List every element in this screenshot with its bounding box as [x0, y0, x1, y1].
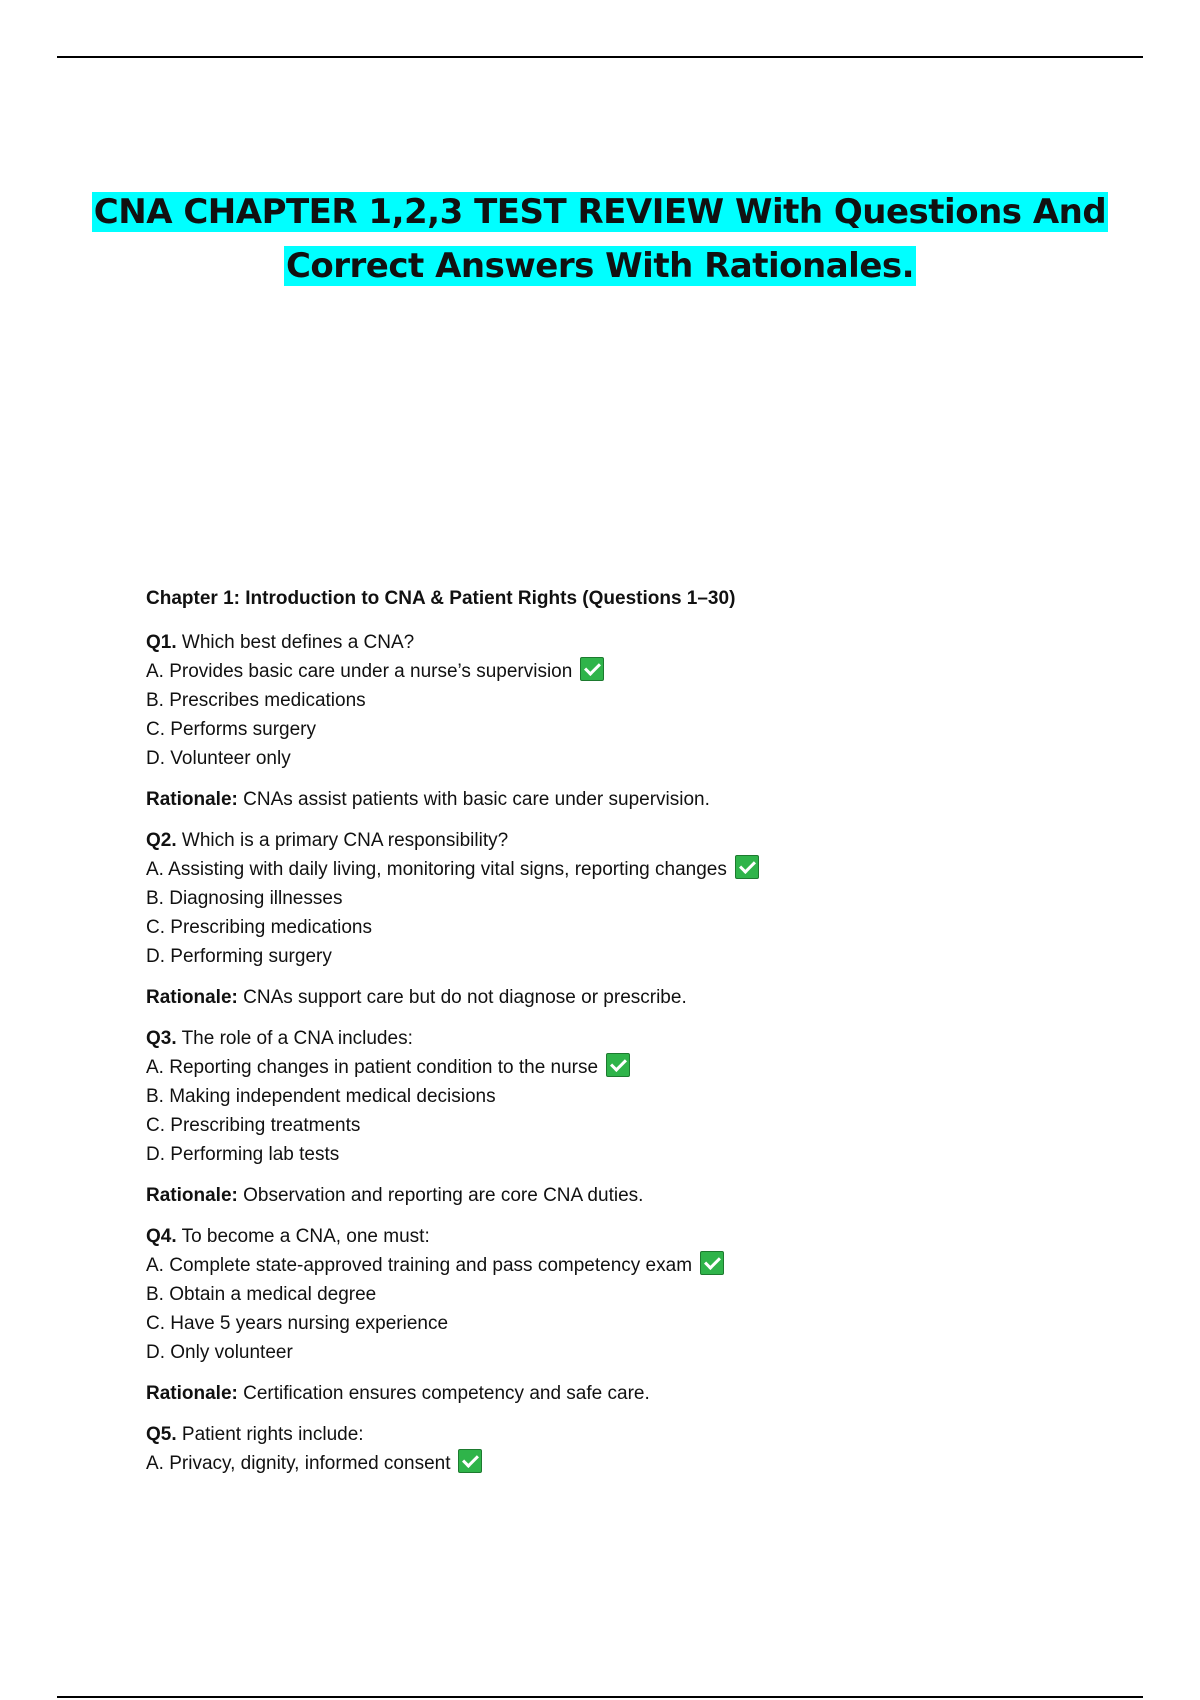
answer-option-text: B. Prescribes medications: [146, 690, 366, 711]
answer-option-text: C. Prescribing medications: [146, 917, 372, 938]
answer-option: [146, 1111, 1146, 1140]
question-block: [146, 1024, 1146, 1210]
document-body: [146, 584, 1146, 1490]
answer-option-text: A. Assisting with daily living, monitoring vital signs, reporting changes: [146, 859, 727, 880]
answer-option: [146, 1140, 1146, 1169]
rationale-text: CNAs assist patients with basic care under supervision.: [243, 789, 710, 810]
rationale-label: Rationale:: [146, 789, 238, 810]
title-line-2: Correct Answers With Rationales.: [285, 246, 915, 286]
answer-option: [146, 715, 1146, 744]
answer-option-text: D. Only volunteer: [146, 1342, 293, 1363]
answer-option-text: A. Provides basic care under a nurse’s supervision: [146, 661, 573, 682]
question-block: [146, 826, 1146, 1012]
title-line-1: CNA CHAPTER 1,2,3 TEST REVIEW With Questions And: [93, 192, 1107, 232]
answer-option-text: A. Privacy, dignity, informed consent: [146, 1453, 451, 1474]
answer-option: [146, 884, 1146, 913]
top-rule: [57, 56, 1143, 58]
answer-option-text: B. Diagnosing illnesses: [146, 888, 343, 909]
question-number: Q4.: [146, 1226, 177, 1247]
answer-option: [146, 686, 1146, 715]
question-text: [146, 628, 1146, 657]
answer-option-text: B. Obtain a medical degree: [146, 1284, 377, 1305]
check-mark-icon: [580, 657, 604, 681]
check-mark-icon: [700, 1251, 724, 1275]
question-number: Q5.: [146, 1424, 177, 1445]
answer-option-text: D. Volunteer only: [146, 748, 291, 769]
answer-option: [146, 1449, 1146, 1478]
answer-option-text: C. Prescribing treatments: [146, 1115, 361, 1136]
answer-option: [146, 1251, 1146, 1280]
question-number: Q3.: [146, 1028, 177, 1049]
rationale: [146, 1181, 1146, 1210]
answer-option: [146, 855, 1146, 884]
rationale: [146, 1379, 1146, 1408]
check-mark-icon: [458, 1449, 482, 1473]
answer-option-text: A. Reporting changes in patient condition to the nurse: [146, 1057, 599, 1078]
rationale-label: Rationale:: [146, 1383, 238, 1404]
chapter-heading: Chapter 1: Introduction to CNA & Patient Rights (Questions 1–30): [146, 588, 736, 609]
document-title: [0, 185, 1200, 293]
answer-option-text: C. Performs surgery: [146, 719, 316, 740]
question-text: [146, 1420, 1146, 1449]
question-number: Q1.: [146, 632, 177, 653]
question-prompt: Patient rights include:: [181, 1424, 364, 1445]
rationale: [146, 785, 1146, 814]
answer-option: [146, 744, 1146, 773]
answer-option: [146, 657, 1146, 686]
question-list: [146, 628, 1146, 1478]
answer-option-text: C. Have 5 years nursing experience: [146, 1313, 449, 1334]
rationale-text: Certification ensures competency and safe care.: [243, 1383, 650, 1404]
answer-option-text: D. Performing lab tests: [146, 1144, 340, 1165]
answer-option: [146, 1082, 1146, 1111]
question-block: [146, 1222, 1146, 1408]
answer-option: [146, 913, 1146, 942]
question-block: [146, 1420, 1146, 1478]
question-prompt: The role of a CNA includes:: [181, 1028, 413, 1049]
rationale: [146, 983, 1146, 1012]
check-mark-icon: [606, 1053, 630, 1077]
question-prompt: Which is a primary CNA responsibility?: [181, 830, 509, 851]
check-mark-icon: [735, 855, 759, 879]
question-number: Q2.: [146, 830, 177, 851]
question-text: [146, 826, 1146, 855]
answer-option: [146, 1338, 1146, 1367]
rationale-label: Rationale:: [146, 987, 238, 1008]
answer-option: [146, 942, 1146, 971]
answer-option-text: B. Making independent medical decisions: [146, 1086, 496, 1107]
question-text: [146, 1222, 1146, 1251]
question-prompt: Which best defines a CNA?: [181, 632, 415, 653]
answer-option: [146, 1280, 1146, 1309]
rationale-label: Rationale:: [146, 1185, 238, 1206]
rationale-text: CNAs support care but do not diagnose or prescribe.: [243, 987, 687, 1008]
answer-option: [146, 1309, 1146, 1338]
answer-option-text: A. Complete state-approved training and pass competency exam: [146, 1255, 693, 1276]
answer-option: [146, 1053, 1146, 1082]
answer-option-text: D. Performing surgery: [146, 946, 332, 967]
question-block: [146, 628, 1146, 814]
rationale-text: Observation and reporting are core CNA duties.: [243, 1185, 644, 1206]
question-prompt: To become a CNA, one must:: [181, 1226, 430, 1247]
bottom-rule: [57, 1696, 1143, 1698]
question-text: [146, 1024, 1146, 1053]
